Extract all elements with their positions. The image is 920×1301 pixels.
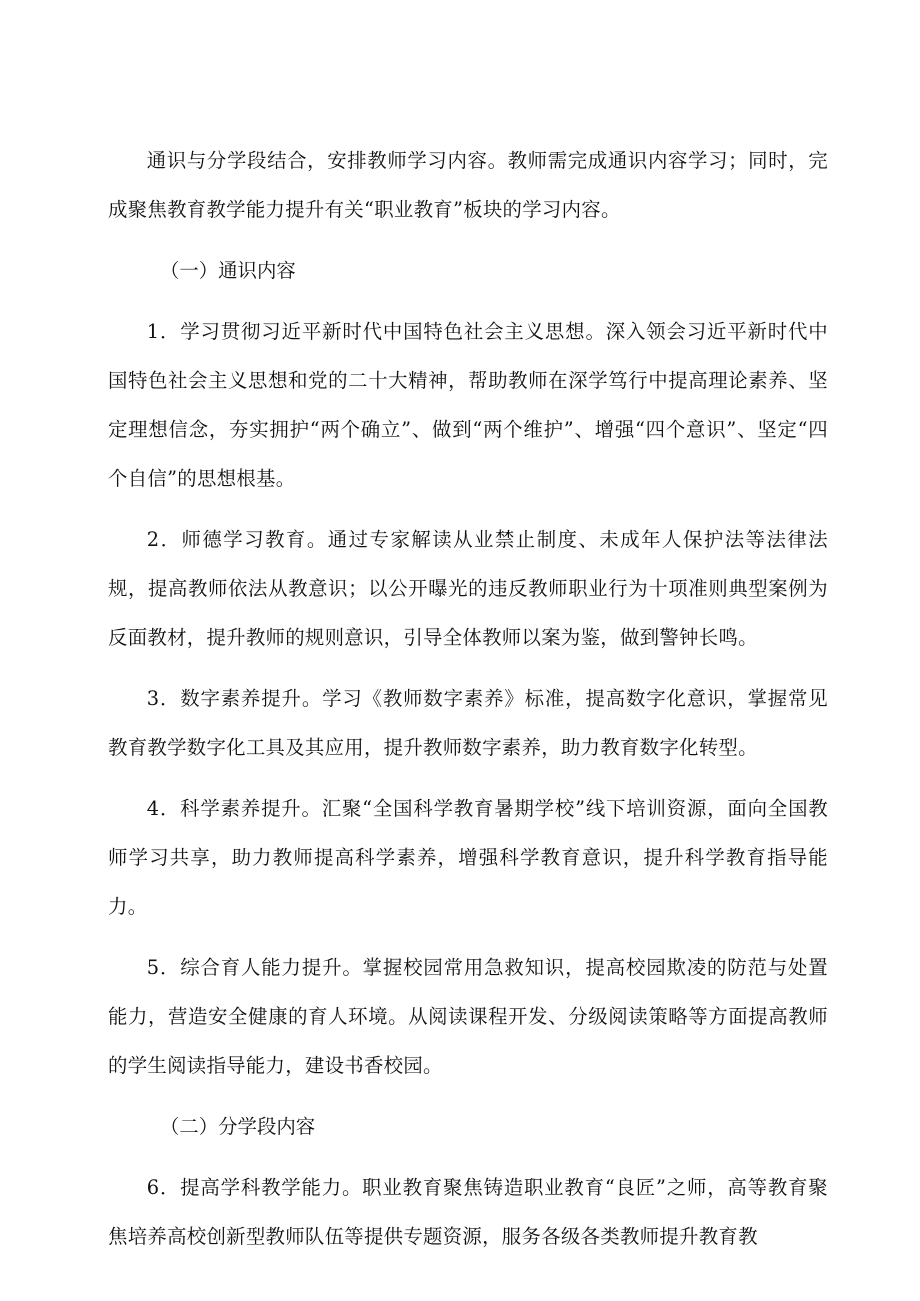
section-heading-stage: （二）分学段内容 bbox=[160, 1115, 316, 1138]
item-paragraph-3: 3．数字素养提升。学习《教师数字素养》标准，提高数字化意识，掌握常见教育教学数字化工具及其应用，提升教师数字素养，助力教育数字化转型。 bbox=[108, 687, 828, 759]
spacer bbox=[108, 1151, 828, 1163]
spacer bbox=[108, 662, 828, 674]
item-paragraph-1: 1．学习贯彻习近平新时代中国特色社会主义思想。深入领会习近平新时代中国特色社会主义思想和党的二十大精神，帮助教师在深学笃行中提高理论素养、坚定理想信念，夯实拥护“两个确立”、做到“两个维护”、增强“四个意识”、坚定“四个自信”的思想根基。 bbox=[108, 320, 828, 490]
item-paragraph-6: 6．提高学科教学能力。职业教育聚焦铸造职业教育“良匠”之师，高等教育聚焦培养高校创新型教师队伍等提供专题资源，服务各级各类教师提升教育教 bbox=[108, 1176, 828, 1248]
spacer bbox=[108, 772, 828, 784]
intro-paragraph: 通识与分学段结合，安排教师学习内容。教师需完成通识内容学习；同时，完成聚焦教育教学能力提升有关“职业教育”板块的学习内容。 bbox=[108, 149, 828, 221]
section-heading-general: （一）通识内容 bbox=[160, 259, 296, 282]
item-paragraph-5: 5．综合育人能力提升。掌握校园常用急救知识，提高校园欺凌的防范与处置能力，营造安全健康的育人环境。从阅读课程开发、分级阅读策略等方面提高教师的学生阅读指导能力，建设书香校园。 bbox=[108, 956, 828, 1077]
document-page bbox=[108, 136, 828, 1261]
spacer bbox=[108, 295, 828, 307]
spacer bbox=[108, 503, 828, 515]
spacer bbox=[108, 931, 828, 943]
item-paragraph-4: 4．科学素养提升。汇聚“全国科学教育暑期学校”线下培训资源，面向全国教师学习共享，助力教师提高科学素养，增强科学教育意识，提升科学教育指导能力。 bbox=[108, 797, 828, 918]
spacer bbox=[108, 1090, 828, 1102]
item-paragraph-2: 2．师德学习教育。通过专家解读从业禁止制度、未成年人保护法等法律法规，提高教师依法从教意识；以公开曝光的违反教师职业行为十项准则典型案例为反面教材，提升教师的规则意识，引导全体教师以案为鉴，做到警钟长鸣。 bbox=[108, 528, 828, 649]
spacer bbox=[108, 234, 828, 246]
